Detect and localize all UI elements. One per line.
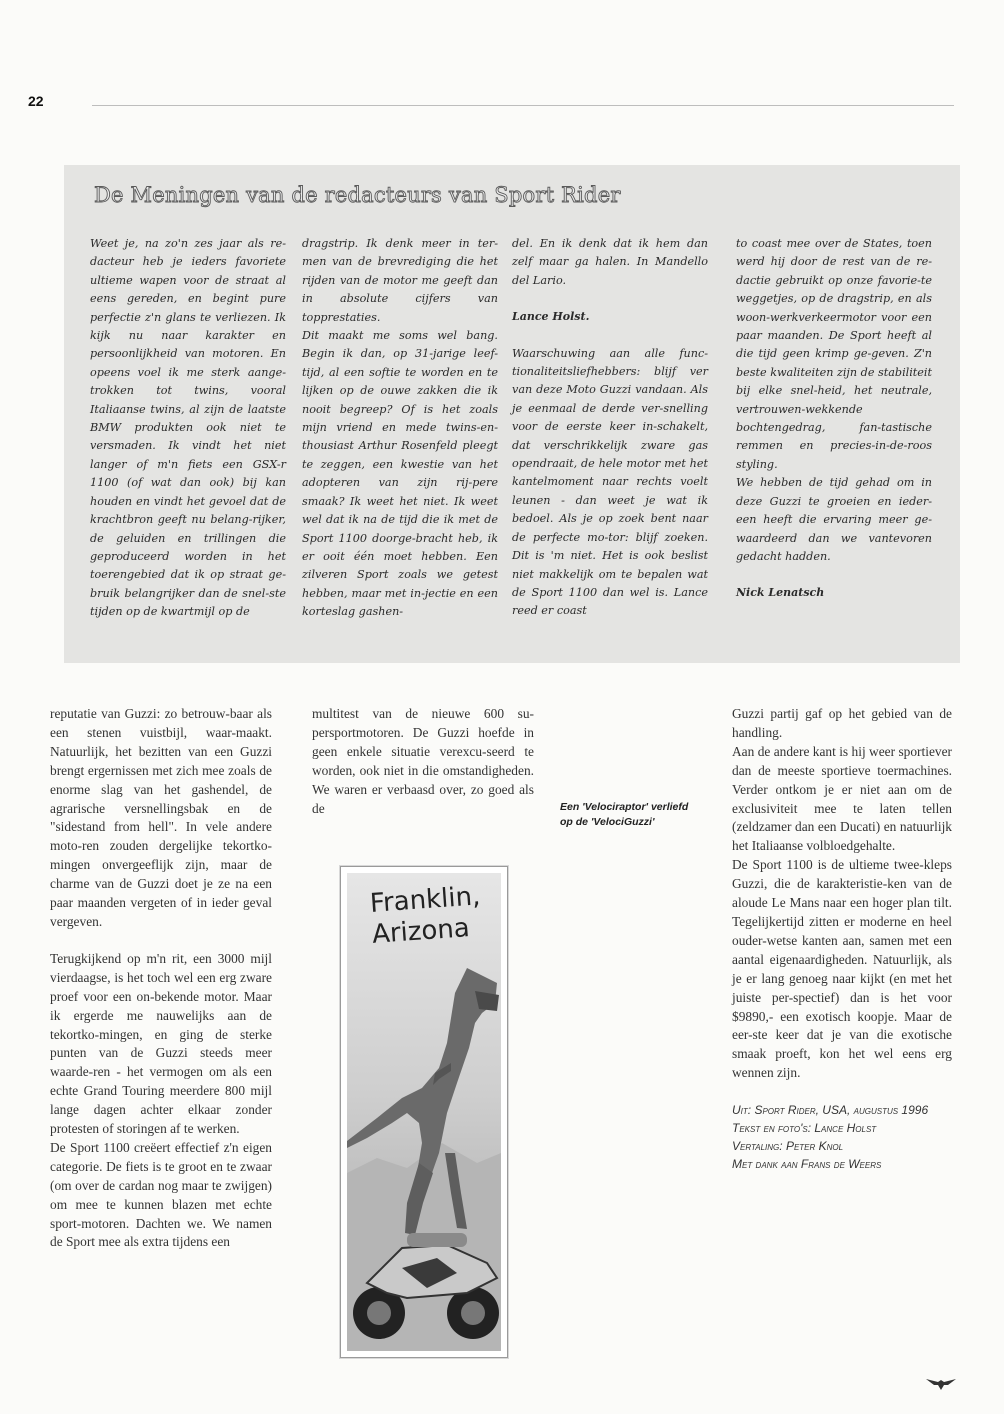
page-number: 22 [28,93,44,109]
credit-line: Uit: Sport Rider, USA, augustus 1996 [732,1103,929,1118]
sign-line: Arizona [371,913,471,950]
box-paragraph: Weet je, na zo'n zes jaar als re-dacteur heb je ieders favoriete ultieme wapen voor de straat al eens gereden, en begint pure perfectie z'n glans te verliezen. Ik kijk nu naar karakter en persoonlijkheid van motoren. En opeens voel ik me sterk aange-trokken tot twins, vooral Italiaanse twins, al zijn de laatste BMW produkten ook niet te versmaden. Ik vindt het niet langer of m'n fiets een GSX-r 1100 (of wat dan ook) bij kan houden en vindt het gevoel dat de krachtbron geeft nu belang-rijker, de geluiden en trillingen die geproduceerd worden in het toerengebied dat ik op straat ge-bruik belangrijker dan de snel-ste tijden op de kwartmijl op de [90,237,286,619]
franklin-arizona-sign [369,879,501,951]
article-column-1 [50,705,272,1252]
box-paragraph: dragstrip. Ik denk meer in ter-men van de brevrediging die het rijden van de motor me geeft dan in absolute cijfers van topprestaties. [302,237,498,324]
box-paragraph: to coast mee over de States, toen werd hij door de rest van de re-dactie gebruikt op onze favorie-te weggetjes, op de dragstrip, en als woon-werkverkeermotor voor een paar maanden. De Sport heeft al die tijd geen krimp ge-geven. Z'n beste kwaliteiten zijn de stabiliteit bij elke snel-heid, het neutrale, vertrouwen-wekkende bochtengedrag, fan-tastische remmen en precies-in-de-roos styling. [736,237,932,471]
editors-opinion-box [64,165,960,663]
photo-image [347,873,501,1351]
caption-line: Een 'Velociraptor' verliefd [560,801,689,813]
author-signature-lance: Lance Holst. [512,310,590,324]
article-column-2 [312,705,534,818]
article-paragraph: De Sport 1100 creëert effectief z'n eigen categorie. De fiets is te groot en te zwaar (om over de cardan nog maar te zwijgen) om mee te kunnen blazen met echte sport-motoren. Dachten we. We namen de Sport mee als extra tijdens een [50,1139,272,1250]
article-column-3 [732,705,952,1173]
sign-line: Franklin, [369,881,482,919]
box-column-2 [302,235,498,622]
box-paragraph: We hebben de tijd gehad om in deze Guzzi te groeien en ieder-een heeft die ervaring meer ge-waardeerd dan we vantevoren gedacht hadden. [736,476,932,563]
moto-guzzi-eagle-icon [926,1376,956,1397]
article-paragraph: Aan de andere kant is hij weer sportiever dan de meeste sportieve toermachines. Verder ontkom je er niet aan om de exclusiviteit mee te laten tellen (zeldzamer dan een Ducati) en natuurlijk het Italiaanse volbloedgehalte. [732,743,952,854]
article-paragraph: De Sport 1100 is de ultieme twee-kleps Guzzi, die de karakteristie-ken van de aloude Le Mans naar een hoger plan tilt. Tegelijkertijd zitten er moderne en heel ouder-wetse kanten aan, samen met een aantal eigenaardigheden. Natuurlijk, als je er lang genoeg naar kijkt (en met het juiste per-spectief) dan is het voor $9890,- een exotisch koopje. Maar de eer-ste keer dat je van die exotische smaak proeft, kon het wel eens erg wennen zijn. [732,857,952,1081]
article-paragraph: multitest van de nieuwe 600 su-persportmotoren. De Guzzi hoefde in geen enkele situatie verexcu-seerd te worden, ook niet in die omstandigheden. We waren er verbaasd over, zo goed als de [312,706,534,816]
article-paragraph: Terugkijkend op m'n rit, een 3000 mijl vierdaagse, is het toch wel een erg zware proef voor een on-bekende motor. Maar ik ergerde me nauwelijks aan de tekortko-mingen, en ging de sterke punten van de Guzzi steeds meer waarde-ren - het vermogen om als een echte Grand Touring meerdere 800 mijl lange dagen achter elkaar zonder protesten of storingen af te werken. [50,950,272,1137]
box-title: De Meningen van de redacteurs van Sport Rider [94,183,621,207]
photo-caption [560,800,710,830]
author-signature-nick: Nick Lenatsch [736,586,825,600]
box-column-4 [736,235,932,603]
box-paragraph: del. En ik denk dat ik hem dan zelf maar ga halen. In Mandello del Lario. [512,237,708,287]
box-columns [90,235,942,655]
credit-line: Tekst en foto's: Lance Holst [732,1121,877,1136]
page-rule [92,105,954,106]
credit-line: Vertaling: Peter Knol [732,1139,844,1154]
credit-line: Met dank aan Frans de Weers [732,1157,882,1172]
article-paragraph: reputatie van Guzzi: zo betrouw-baar als een stenen vuistbijl, waar-maakt. Natuurlijk, het bezitten van een Guzzi brengt ergernissen met zich mee zoals de enorme slag van het gashendel, de agrarische versnellingsbak en de "sidestand from hell". In vele andere moto-ren zouden dergelijke tekortko-mingen onvergeeflijk zijn, maar de charme van de Guzzi doet je ze na een paar maanden vergeten of in ieder geval vergeven. [50,706,272,929]
box-column-3 [512,235,708,621]
box-paragraph: Waarschuwing aan alle func-tionaliteitsliefhebbers: blijf ver van deze Moto Guzzi vandaan. Als je eenmaal de derde ver-snelling voor de eerste keer in-schakelt, dat verschrikkelijk zware gas opendraait, de hele motor met het kantelmoment naar rechts voelt leunen - dan weet je wat ik bedoel. Als je op zoek bent naar de perfecte mo-tor: blijf zoeken. Dit is 'm niet. Het is ook beslist niet makkelijk om te bepalen wat de Sport 1100 dan wel is. Lance reed er coast [512,346,708,618]
box-paragraph: Dit maakt me soms wel bang. Begin ik dan, op 31-jarige leef-tijd, al een softie te worden en te lijken op de ouwe zakken die ik nooit begreep? Of is het zoals mijn vriend en mede twins-en-thousiast Arthur Rosenfeld pleegt te zeggen, een kwestie van het adopteren van zijn rij-pere smaak? Ik weet het niet. Ik weet wel dat ik na de tijd die ik met de Sport 1100 doorge-bracht heb, ik er ooit één moet hebben. Een zilveren Sport zoals we getest hebben, maar met in-jectie en een korteslag gashen- [302,329,498,619]
caption-line: op de 'VelociGuzzi' [560,816,655,828]
article-credits [732,1101,952,1173]
box-column-1 [90,235,286,622]
dinosaur-photo [340,866,508,1358]
article-paragraph: Guzzi partij gaf op het gebied van de handling. [732,706,952,740]
